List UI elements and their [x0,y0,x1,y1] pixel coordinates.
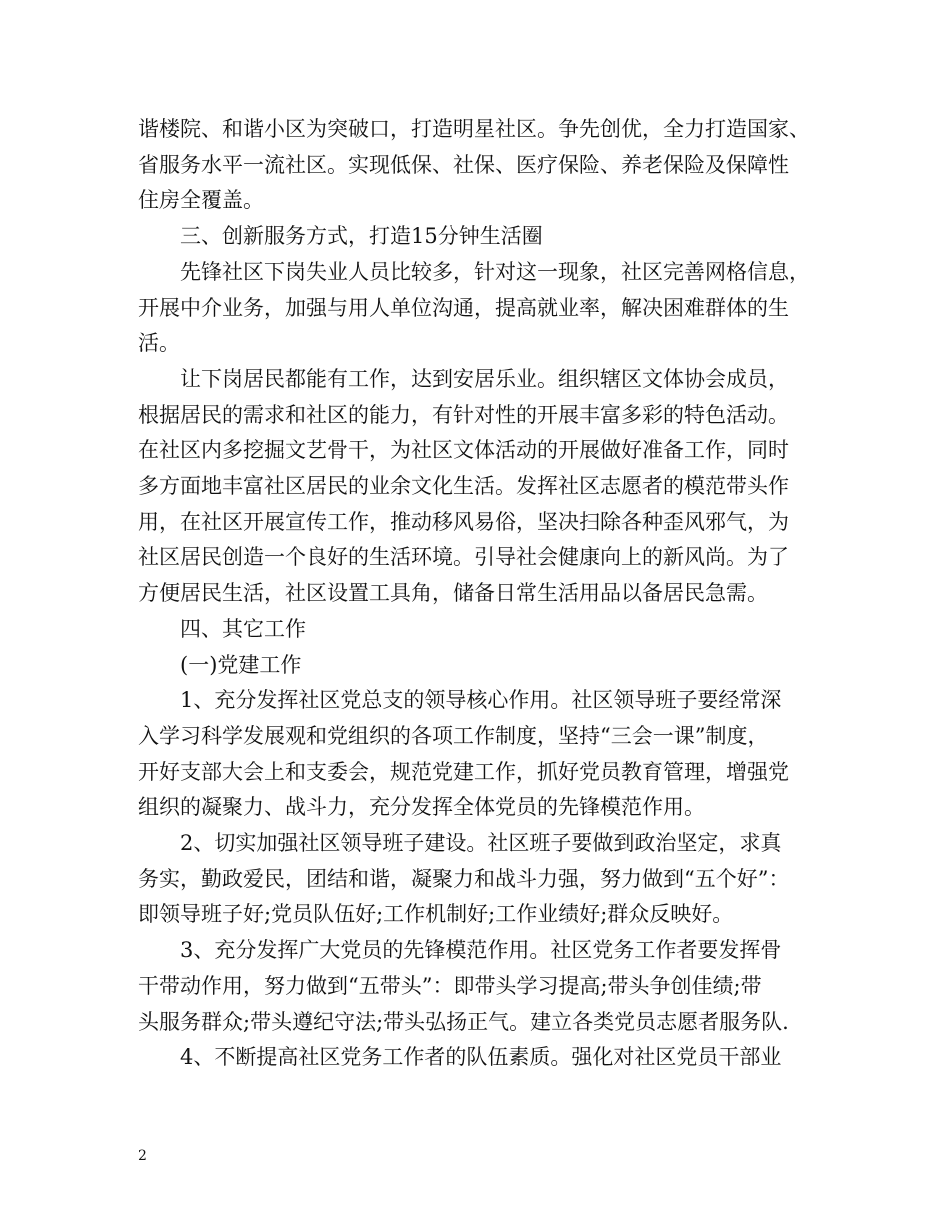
paragraph-item-4: 4、不断提高社区党务工作者的队伍素质。强化对社区党员干部业 [180,1045,782,1070]
paragraph-1: 谐楼院、和谐小区为突破口，打造明星社区。争先创优，全力打造国家、 省服务水平一流社区。实现低保、社保、医疗保险、养老保险及保障性 住房全覆盖。 [138,117,810,213]
paragraph-item-2: 2、切实加强社区领导班子建设。社区班子要做到政治坚定，求真 务实，勤政爱民，团结和谐，凝聚力和战斗力强，努力做到“五个好”： 即领导班子好;党员队伍好;工作机制好;工作业绩好;群众反映好。 [138,831,790,927]
section-heading-4: 四、其它工作 [180,616,306,641]
paragraph-3: 让下岗居民都能有工作，达到安居乐业。组织辖区文体协会成员， 根据居民的需求和社区的能力，有针对性的开展丰富多彩的特色活动。 在社区内多挖掘文艺骨干，为社区文体活动的开展做好准备工作，同时 多方面地丰富社区居民的业余文化生活。发挥社区志愿者的模范带头作 用，在社区开展宣传工作，推动移风易俗，坚决扫除各种歪风邪气，为 社区居民创造一个良好的生活环境。引导社会健康向上的新风尚。为了 方便居民生活，社区设置工具角，储备日常生活用品以备居民急需。 [138,366,789,606]
page-number: 2 [138,1148,147,1164]
section-heading-3: 三、创新服务方式，打造15分钟生活圈 [180,224,543,249]
paragraph-item-3: 3、充分发挥广大党员的先锋模范作用。社区党务工作者要发挥骨 干带动作用，努力做到“五带头”：即带头学习提高;带头争创佳绩;带 头服务群众;带头遵纪守法;带头弘扬正气。建立各类党员志愿者服务队. [138,938,789,1034]
document-body [138,112,828,1076]
subsection-heading-1: (一)党建工作 [180,652,302,677]
paragraph-item-1: 1、充分发挥社区党总支的领导核心作用。社区领导班子要经常深 入学习科学发展观和党组织的各项工作制度，坚持“三会一课”制度， 开好支部大会上和支委会，规范党建工作，抓好党员教育管理，增强党 组织的凝聚力、战斗力，充分发挥全体党员的先锋模范作用。 [138,688,789,820]
paragraph-2: 先锋社区下岗失业人员比较多，针对这一现象，社区完善网格信息， 开展中介业务，加强与用人单位沟通，提高就业率，解决困难群体的生 活。 [138,259,810,356]
